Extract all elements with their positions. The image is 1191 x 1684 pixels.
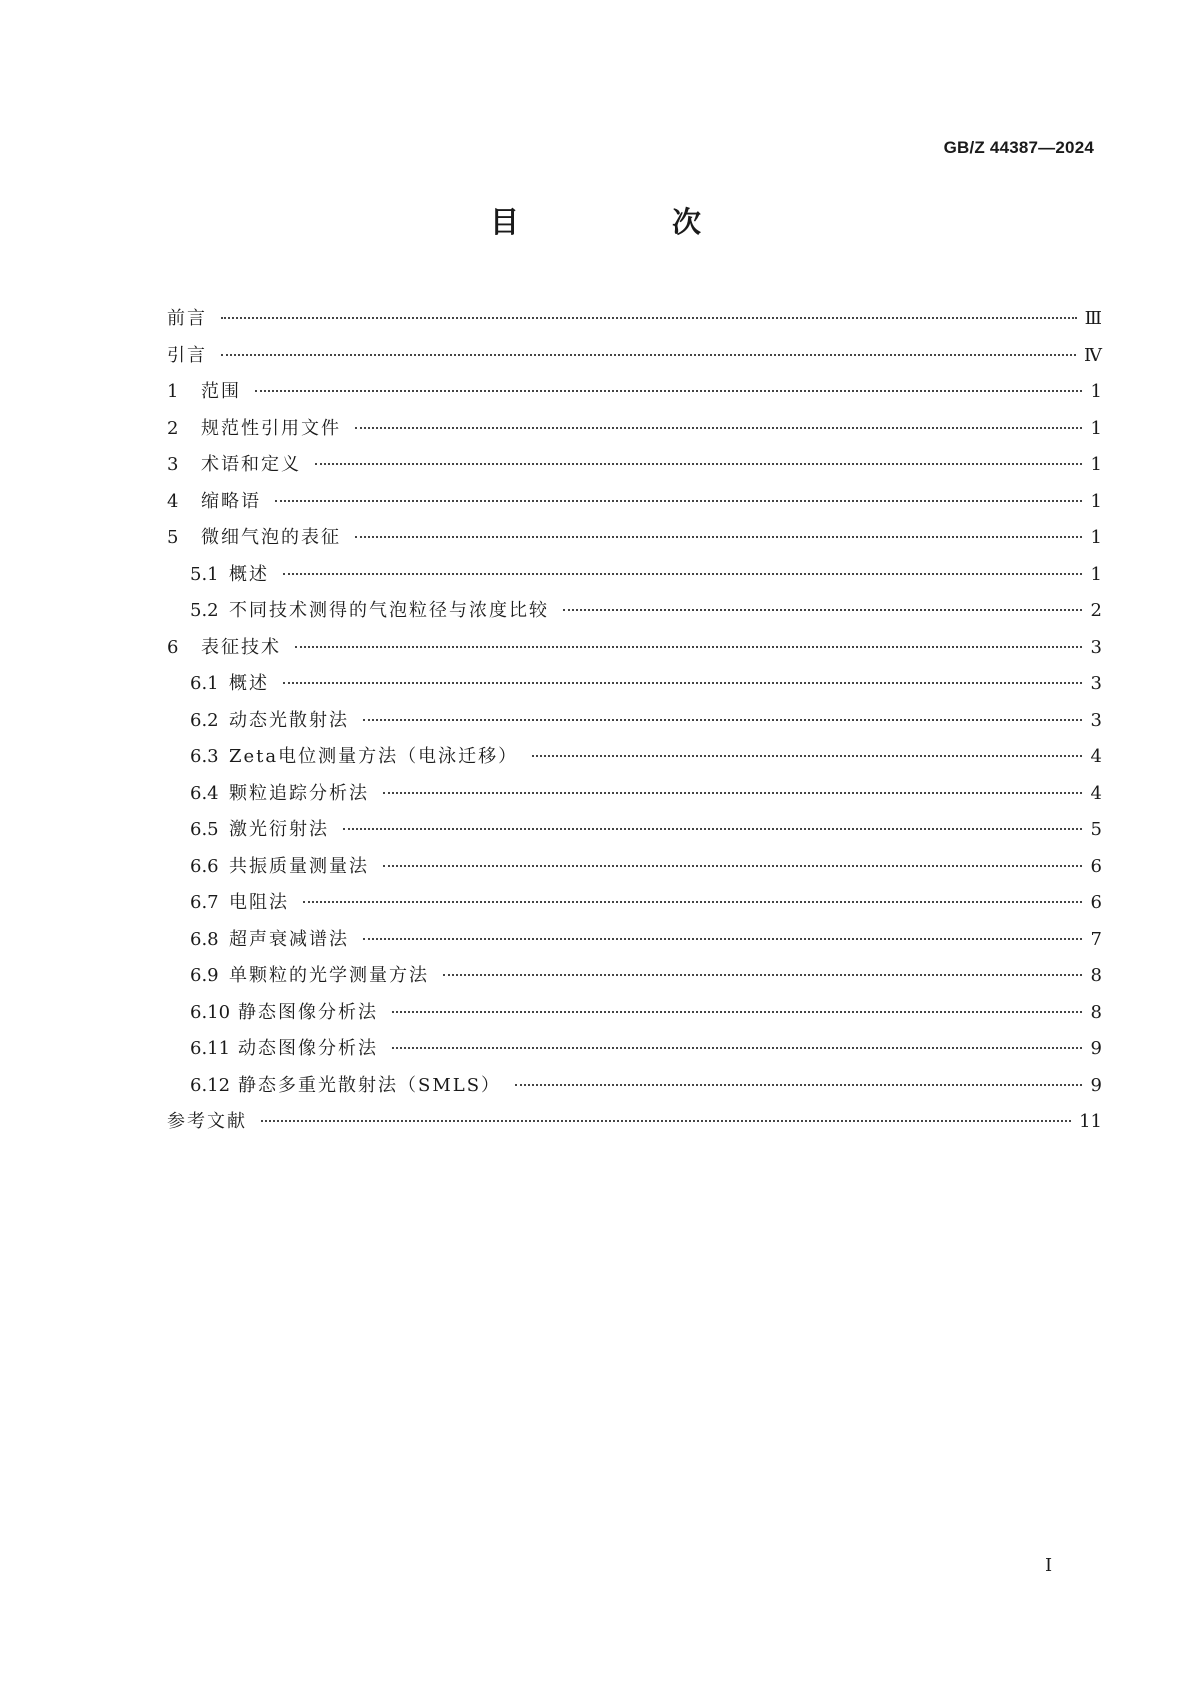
dot-leader [221, 354, 1076, 356]
toc-entry-label: 缩略语 [201, 490, 261, 512]
toc-entry-1[interactable] [167, 377, 1102, 414]
dot-leader [283, 573, 1082, 575]
dot-leader [355, 536, 1082, 538]
toc-entry-page: 1 [1090, 381, 1102, 402]
toc-entry-label: 前言 [167, 308, 207, 329]
dot-leader [563, 609, 1082, 611]
dot-leader [355, 427, 1082, 429]
toc-entry-6-9[interactable] [167, 961, 1102, 998]
toc-entry-page: 7 [1090, 928, 1102, 950]
dot-leader [383, 865, 1082, 867]
dot-leader [363, 938, 1082, 940]
toc-entry-label: 范围 [201, 381, 241, 402]
toc-entry-label: 概述 [229, 673, 269, 694]
toc-entry-label: 共振质量测量法 [229, 855, 369, 877]
toc-entry-label: 微细气泡的表征 [201, 527, 341, 548]
toc-entry-page: 9 [1090, 1074, 1102, 1096]
toc-entry-number: 5 [167, 527, 179, 548]
toc-entry-label: 表征技术 [201, 636, 281, 658]
toc-entry-6-3[interactable] [167, 742, 1102, 779]
toc-entry-label: 术语和定义 [201, 454, 301, 475]
toc-entry-number: 6.7 [190, 892, 219, 913]
dot-leader [363, 719, 1082, 721]
dot-leader [392, 1011, 1082, 1013]
toc-entry-number: 6.5 [190, 819, 219, 840]
dot-leader [261, 1120, 1071, 1122]
toc-entry-label: 规范性引用文件 [201, 417, 341, 439]
toc-entry-6-1[interactable] [167, 669, 1102, 706]
toc-entry-label: 单颗粒的光学测量方法 [229, 965, 429, 986]
toc-entry-number: 6.10 [190, 1001, 231, 1023]
toc-entry-4[interactable] [167, 487, 1102, 524]
toc-entry-page: 3 [1090, 673, 1102, 694]
toc-entry-label: 静态图像分析法 [238, 1001, 378, 1023]
toc-entry-page: 3 [1090, 709, 1102, 731]
toc-entry-5-1[interactable] [167, 560, 1102, 597]
toc-entry-number: 6.9 [190, 965, 219, 986]
toc-entry-page: 11 [1079, 1111, 1102, 1132]
toc-entry-6-6[interactable] [167, 852, 1102, 889]
dot-leader [532, 755, 1082, 757]
toc-entry-5-2[interactable] [167, 596, 1102, 633]
toc-entry-bibliography[interactable] [167, 1107, 1102, 1144]
dot-leader [515, 1084, 1082, 1086]
toc-entry-label: Zeta电位测量方法（电泳迁移） [229, 746, 519, 767]
toc-entry-6-7[interactable] [167, 888, 1102, 925]
toc-entry-number: 6.6 [190, 855, 219, 877]
toc-entry-page: 3 [1090, 636, 1102, 658]
toc-entry-6-12[interactable] [167, 1071, 1102, 1108]
toc-entry-page: 6 [1090, 892, 1102, 913]
toc-entry-page: 1 [1090, 490, 1102, 512]
toc-entry-3[interactable] [167, 450, 1102, 487]
dot-leader [443, 974, 1082, 976]
toc-entry-label: 不同技术测得的气泡粒径与浓度比较 [229, 600, 549, 621]
toc-entry-number: 6.4 [190, 782, 219, 804]
toc-entry-number: 5.2 [190, 600, 219, 621]
toc-entry-number: 2 [167, 417, 179, 439]
toc-entry-page: 4 [1090, 746, 1102, 767]
dot-leader [221, 317, 1077, 319]
toc-entry-label: 超声衰减谱法 [229, 928, 349, 950]
page-number: Ⅰ [1045, 1555, 1053, 1576]
toc-entry-page: 6 [1090, 855, 1102, 877]
toc-entry-page: Ⅳ [1084, 344, 1102, 366]
toc-entry-foreword[interactable] [167, 304, 1102, 341]
toc-entry-page: 4 [1090, 782, 1102, 804]
toc-entry-number: 1 [167, 381, 179, 402]
toc-entry-page: 1 [1090, 454, 1102, 475]
toc-entry-label: 参考文献 [167, 1111, 247, 1132]
dot-leader [343, 828, 1082, 830]
toc-entry-number: 4 [167, 490, 179, 512]
toc-entry-label: 引言 [167, 344, 207, 366]
toc-entry-label: 电阻法 [229, 892, 289, 913]
toc-entry-label: 动态光散射法 [229, 709, 349, 731]
toc-entry-6-11[interactable] [167, 1034, 1102, 1071]
toc-entry-page: 8 [1090, 1001, 1102, 1023]
dot-leader [392, 1047, 1082, 1049]
toc-entry-label: 静态多重光散射法（SMLS） [238, 1074, 502, 1096]
toc-entry-6-10[interactable] [167, 998, 1102, 1035]
dot-leader [255, 390, 1082, 392]
dot-leader [383, 792, 1082, 794]
toc-entry-label: 颗粒追踪分析法 [229, 782, 369, 804]
toc-entry-number: 6.1 [190, 673, 219, 694]
toc-entry-label: 激光衍射法 [229, 819, 329, 840]
toc-entry-label: 动态图像分析法 [238, 1038, 378, 1059]
toc-entry-6-2[interactable] [167, 706, 1102, 743]
toc-entry-number: 5.1 [190, 563, 219, 585]
toc-entry-number: 6.2 [190, 709, 219, 731]
toc-entry-number: 6.8 [190, 928, 219, 950]
toc-entry-6[interactable] [167, 633, 1102, 670]
toc-entry-6-5[interactable] [167, 815, 1102, 852]
dot-leader [315, 463, 1082, 465]
toc-entry-6-4[interactable] [167, 779, 1102, 816]
toc-entry-page: 1 [1090, 417, 1102, 439]
toc-entry-page: 9 [1090, 1038, 1102, 1059]
page-title: 目 次 [489, 205, 763, 239]
dot-leader [275, 500, 1082, 502]
toc-entry-label: 概述 [229, 563, 269, 585]
toc-entry-page: 8 [1090, 965, 1102, 986]
toc-entry-number: 3 [167, 454, 179, 475]
toc-entry-number: 6.12 [190, 1074, 231, 1096]
toc-entry-page: 2 [1090, 600, 1102, 621]
toc-entry-page: 1 [1090, 563, 1102, 585]
toc-entry-page: 1 [1090, 527, 1102, 548]
toc-entry-number: 6.3 [190, 746, 219, 767]
document-code: GB/Z 44387—2024 [943, 138, 1094, 157]
toc-entry-introduction[interactable] [167, 341, 1102, 378]
toc-entry-5[interactable] [167, 523, 1102, 560]
toc-entry-page: Ⅲ [1084, 308, 1102, 329]
toc-entry-page: 5 [1090, 819, 1102, 840]
dot-leader [295, 646, 1082, 648]
table-of-contents [167, 304, 1102, 1144]
toc-entry-number: 6 [167, 636, 179, 658]
toc-entry-2[interactable] [167, 414, 1102, 451]
toc-entry-6-8[interactable] [167, 925, 1102, 962]
dot-leader [303, 901, 1082, 903]
dot-leader [283, 682, 1082, 684]
toc-entry-number: 6.11 [190, 1038, 231, 1059]
